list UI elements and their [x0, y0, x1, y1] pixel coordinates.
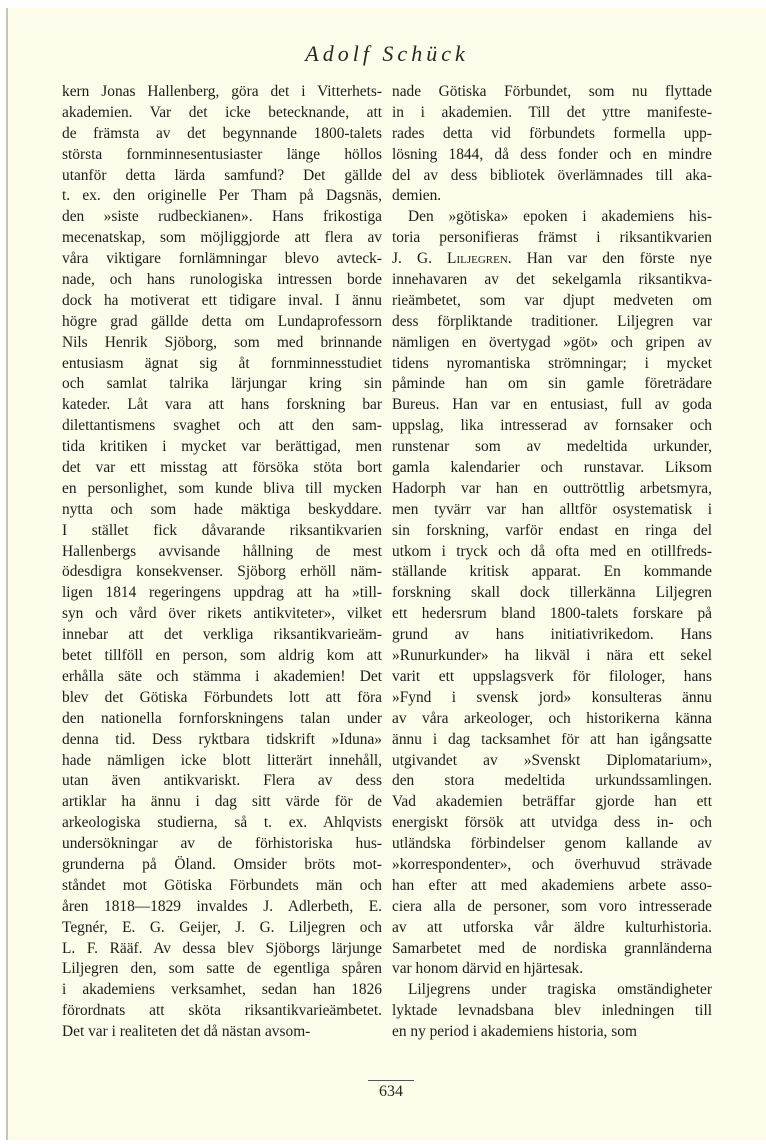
text-line: lösning 1844, då dess fonder och en mindre: [392, 145, 712, 163]
text-line: J. G. Liljegren. Han var den förste nye: [392, 250, 712, 268]
text-line: förordnats att sköta riksantikvarieämbetet.: [62, 1002, 382, 1020]
text-line: tida kritiken i mycket var berättigad, men: [62, 438, 382, 456]
text-line: innebar att det verkliga riksantikvarieäm-: [62, 626, 382, 644]
text-line: sin forskning, varför endast en ringa del: [392, 521, 712, 539]
text-line: och samlat talrika lärjungar kring sin: [62, 375, 382, 393]
text-line: lyktade levnadsbana blev inledningen till: [392, 1002, 712, 1020]
text-line: betet tillföll en person, som aldrig kom att: [62, 647, 382, 665]
text-line: utan även antikvariskt. Flera av dess: [62, 772, 382, 790]
text-line: en personlighet, som kunde bliva till mycken: [62, 479, 382, 497]
text-line: Hallenbergs avvisande hållning de mest: [62, 542, 382, 560]
page-number: 634: [368, 1080, 414, 1101]
text-line: grunderna på Öland. Omsider bröts mot-: [62, 855, 382, 873]
text-line: t. ex. den originelle Per Tham på Dagsnäs,: [62, 187, 382, 205]
text-line: högre grad gällde detta om Lundaprofessorn: [62, 312, 382, 330]
text-line: ett hedersrum bland 1800-talets forskare på: [392, 605, 712, 623]
text-line: Det var i realiteten det då nästan avsom-: [62, 1023, 311, 1041]
text-line: kern Jonas Hallenberg, göra det i Vitterhets-: [62, 83, 382, 100]
text-line: de främsta av det begynnande 1800-talets: [62, 124, 382, 142]
text-line: nytta och som hade mäktiga beskyddare.: [62, 500, 382, 518]
text-line: demien.: [392, 187, 442, 205]
text-line: runstenar som av medeltida urkunder,: [392, 438, 712, 456]
book-page: [6, 8, 766, 1140]
text-line: I stället fick dåvarande riksantikvarien: [62, 521, 382, 539]
text-line: men tyvärr var han alltför osystematisk i: [392, 500, 712, 518]
text-line: Liljegrens under tragiska omständigheter: [408, 981, 712, 999]
text-line: åren 1818—1829 invaldes J. Adlerbeth, E.: [62, 897, 382, 915]
text-line: den »siste rudbeckianen». Hans frikostiga: [62, 208, 382, 226]
text-line: in i akademien. Till det yttre manifeste-: [392, 103, 712, 121]
text-line: dess förpliktande traditioner. Liljegren var: [392, 312, 712, 330]
text-line: dilettantismens svaghet och att den sam-: [62, 417, 382, 435]
text-line: innehavaren av det sekelgamla riksantikva-: [392, 271, 712, 289]
text-line: påminde han om sin gamle företrädare: [392, 375, 712, 393]
text-line: rieämbetet, som var djupt medveten om: [392, 291, 712, 309]
text-line: energiskt försök att utvidga dess in- och: [392, 814, 712, 832]
text-line: av att utforska vår äldre kulturhistoria.: [392, 918, 712, 936]
text-line: ännu i dag tacksamhet för att han igångsatte: [392, 730, 712, 748]
text-line: artiklar ha ännu i dag sitt värde för de: [62, 793, 382, 811]
text-line: utanför detta lärda samfund? Det gällde: [62, 166, 382, 184]
text-line: ligen 1814 regeringens uppdrag att ha »till-: [62, 584, 382, 602]
text-line: Tegnér, E. G. Geijer, J. G. Liljegren och: [62, 918, 382, 936]
text-line: gamla kalendarier och runstavar. Liksom: [392, 459, 712, 477]
text-line: största fornminnesentusiaster länge höllos: [62, 145, 382, 163]
text-line: hade nämligen icke blott litterärt innehåll,: [62, 751, 382, 769]
text-line: han efter att med akademiens arbete asso-: [392, 876, 712, 894]
text-line: Samarbetet med de nordiska grannländerna: [392, 939, 712, 957]
text-line: utländska förbindelser genom kallande av: [392, 835, 712, 853]
text-line: entusiasm ägnat sig åt fornminnesstudiet: [62, 354, 382, 372]
text-line: erhålla säte och stämma i akademien! Det: [62, 667, 382, 685]
right-column: [392, 82, 712, 1043]
text-line: nade Götiska Förbundet, som nu flyttade: [392, 83, 712, 100]
text-line: syn och vård över rikets antikviteter», vilket: [62, 605, 382, 623]
text-line: var honom därvid en hjärtesak.: [392, 960, 584, 978]
text-line: akademien. Var det icke betecknande, att: [62, 103, 382, 121]
text-line: Hadorph var han en outtröttlig arbetsmyra,: [392, 479, 712, 497]
text-line: dock ha motiverat ett tidigare inval. I ännu: [62, 291, 382, 309]
text-line: det var ett misstag att försöka stöta bort: [62, 459, 382, 477]
text-line: Nils Henrik Sjöborg, som med brinnande: [62, 333, 382, 351]
text-line: undersökningar av de förhistoriska hus-: [62, 835, 382, 853]
text-line: toria personifieras främst i riksantikvarien: [392, 229, 712, 247]
text-line: utgivandet av »Svenskt Diplomatarium»,: [392, 751, 712, 769]
text-line: utkom i tryck och då ofta med en otillfreds-: [392, 542, 712, 560]
text-line: ställande kritisk apparat. En kommande: [392, 563, 712, 581]
text-line: en ny period i akademiens historia, som: [392, 1023, 637, 1041]
text-line: tidens nyromantiska strömningar; i mycket: [392, 354, 712, 372]
text-line: grund av hans initiativrikedom. Hans: [392, 626, 712, 644]
running-title: Adolf Schück: [305, 41, 469, 66]
text-line: mecenatskap, som möjliggjorde att flera av: [62, 229, 382, 247]
text-line: »korrespondenter», och överhuvud strävade: [392, 855, 712, 873]
text-line: varit ett uppslagsverk för filologer, hans: [392, 667, 712, 685]
text-line: kateder. Låt vara att hans forskning bar: [62, 396, 382, 414]
text-line: blev det Götiska Förbundets lott att föra: [62, 688, 382, 706]
text-line: ciera alla de personer, som voro intresserade: [392, 897, 712, 915]
small-caps-name: Liljegren: [447, 250, 508, 268]
text-line: arkeologiska studierna, så t. ex. Ahlqvists: [62, 814, 382, 832]
text-line: ståndet mot Götiska Förbundets män och: [62, 876, 382, 894]
text-line: »Runurkunder» ha likväl i nära ett sekel: [392, 647, 712, 665]
text-line: del av dess bibliotek överlämnades till aka-: [392, 166, 712, 184]
text-line: av våra arkeologer, och historikerna känna: [392, 709, 712, 727]
text-line: uppslag, lika intresserad av fornsaker och: [392, 417, 712, 435]
text-line: i akademiens verksamhet, sedan han 1826: [62, 981, 382, 999]
text-line: Liljegren den, som satte de egentliga spåren: [62, 960, 382, 978]
text-line: den stora medeltida urkundssamlingen.: [392, 772, 712, 790]
text-line: »Fynd i svensk jord» konsulteras ännu: [392, 688, 712, 706]
text-line: ödesdigra konsekvenser. Sjöborg erhöll näm-: [62, 563, 382, 581]
text-line: Bureus. Han var en entusiast, full av goda: [392, 396, 712, 414]
text-line: Den »götiska» epoken i akademiens his-: [408, 208, 712, 226]
text-line: nade, och hans runologiska intressen borde: [62, 271, 382, 289]
text-line: L. F. Rääf. Av dessa blev Sjöborgs lärjunge: [62, 939, 382, 957]
text-line: den nationella fornforskningens talan under: [62, 709, 382, 727]
text-line: Vad akademien beträffar gjorde han ett: [392, 793, 712, 811]
text-line: rades detta vid förbundets formella upp-: [392, 124, 712, 142]
text-line: denna tid. Dess ryktbara tidskrift »Iduna»: [62, 730, 382, 748]
text-line: forskning skall dock tillerkänna Liljegren: [392, 584, 712, 602]
left-column: [62, 82, 382, 1043]
text-line: nämligen en övertygad »göt» och gripen av: [392, 333, 712, 351]
text-line: våra viktigare fornlämningar blevo avteck-: [62, 250, 382, 268]
